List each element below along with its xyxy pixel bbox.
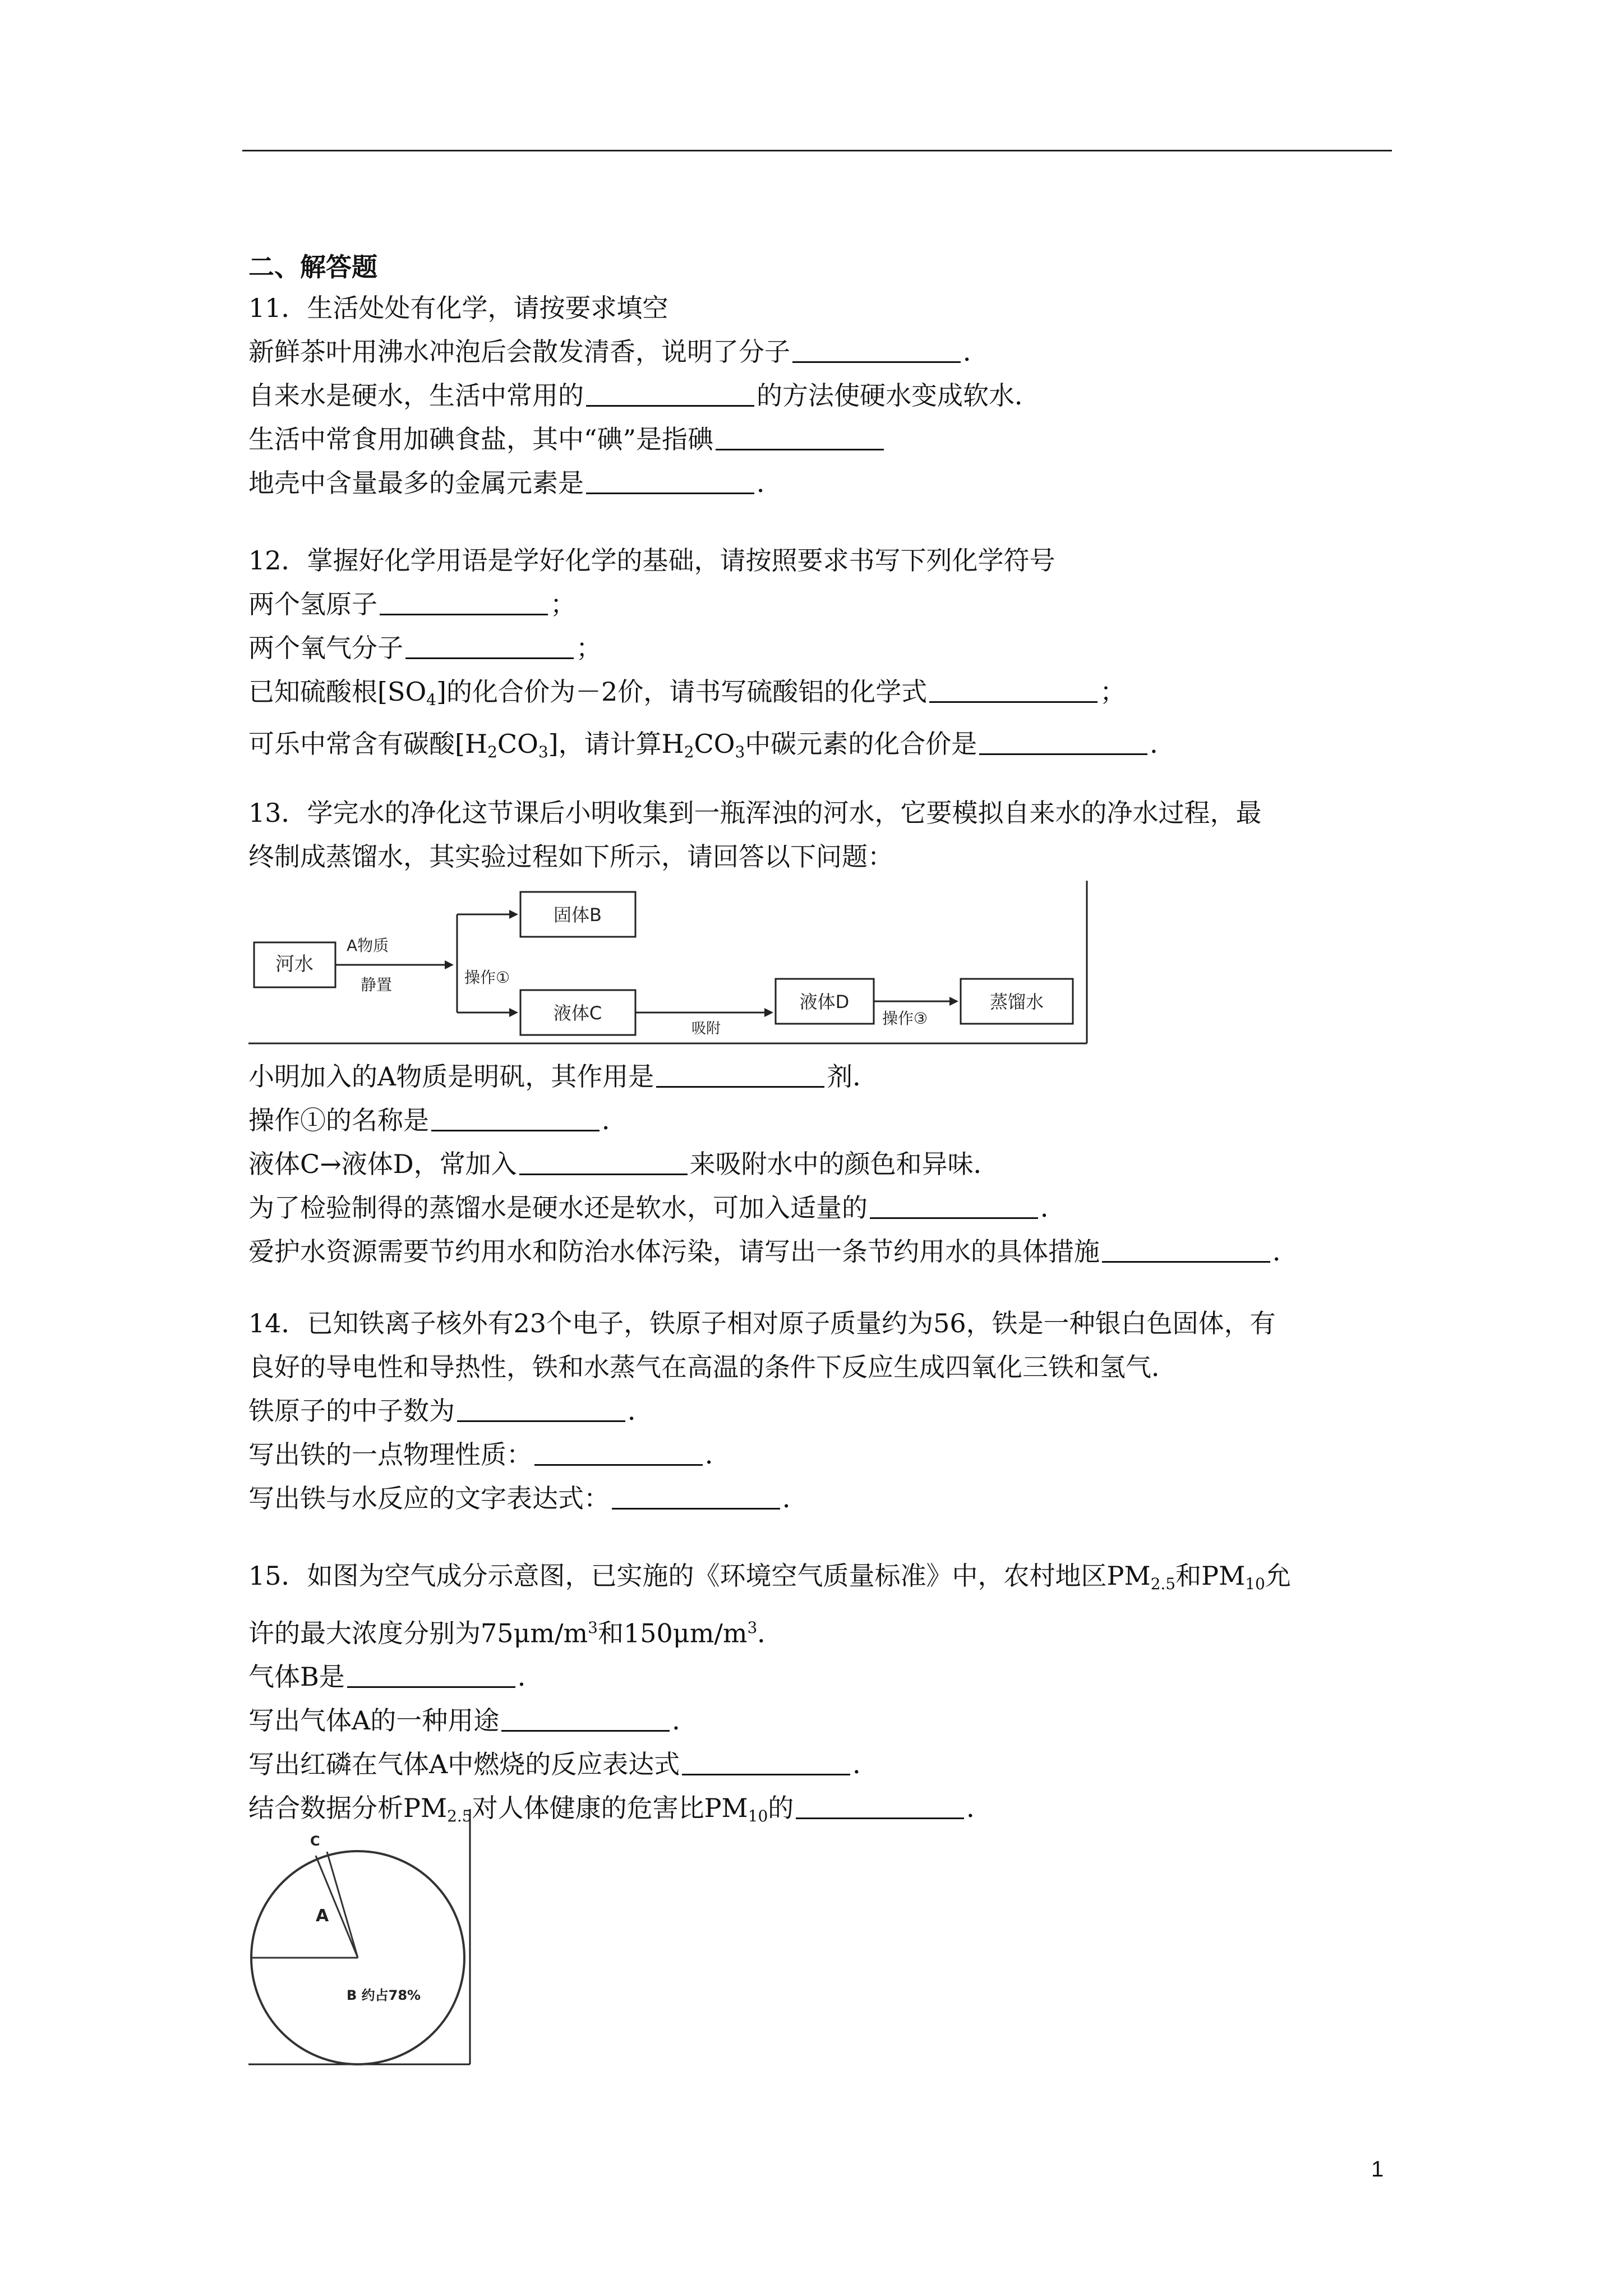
q12-line-2-end: ； (576, 633, 602, 663)
q14-title-2: 良好的导电性和导热性，铁和水蒸气在高温的条件下反应生成四氧化三铁和氢气． (248, 1352, 1177, 1382)
answer-blank[interactable] (979, 729, 1147, 755)
answer-blank[interactable] (586, 380, 754, 407)
q14-line-2-end: ． (705, 1439, 731, 1470)
q13-line-3 (248, 1142, 1387, 1186)
q13-line-4-end: ． (1040, 1193, 1066, 1223)
arrow-label-settle: 静置 (361, 976, 393, 994)
q12-line-1-text: 两个氢原子 (248, 589, 377, 619)
question-14 (248, 1301, 1387, 1520)
arrow-label-adsorb: 吸附 (691, 1020, 721, 1037)
subscript: 4 (426, 691, 436, 709)
q15-title-1-mid: 和PM (1175, 1561, 1246, 1591)
question-15 (248, 1554, 1387, 1838)
box-river-label: 河水 (275, 953, 313, 976)
q15-line-2 (248, 1699, 1387, 1742)
formula-part: ]，请计算H (548, 729, 684, 759)
q11-line-2-end: 的方法使硬水变成软水． (757, 380, 1040, 411)
page-number: 1 (1371, 2157, 1384, 2182)
arrow-label-op3: 操作③ (882, 1009, 928, 1028)
sector-label-c: C (310, 1833, 320, 1849)
q13-line-2-end: ． (602, 1105, 628, 1135)
question-12 (248, 539, 1387, 774)
q12-line-1 (248, 582, 1387, 626)
q15-line-4-end: ． (966, 1793, 993, 1824)
subscript: 2 (684, 743, 694, 761)
q12-line-4 (248, 722, 1387, 774)
subscript: 10 (1245, 1575, 1265, 1593)
answer-blank[interactable] (501, 1705, 670, 1732)
sector-label-a: A (316, 1906, 329, 1926)
q15-line-1-end: ． (517, 1662, 543, 1692)
formula-part: CO (694, 729, 735, 759)
sector-label-b: B 约占78% (347, 1987, 421, 2003)
q12-line-4-text: 可乐中常含有碳酸[H (248, 729, 488, 759)
box-liquid-d-label: 液体D (799, 991, 850, 1013)
q14-line-3-text: 写出铁与水反应的文字表达式： (248, 1483, 610, 1513)
q12-title: 12．掌握好化学用语是学好化学的基础，请按照要求书写下列化学符号 (248, 545, 1055, 576)
q14-line-2-text: 写出铁的一点物理性质： (248, 1439, 532, 1470)
answer-blank[interactable] (792, 337, 961, 363)
q15-title-2-end: ． (757, 1618, 783, 1649)
superscript: 3 (588, 1618, 598, 1637)
q15-line-2-end: ． (672, 1705, 698, 1736)
answer-blank[interactable] (656, 1061, 824, 1088)
q15-line-1-text: 气体B是 (248, 1662, 345, 1692)
q15-title-1-end: 允 (1265, 1561, 1291, 1591)
formula-part: CO (497, 729, 538, 759)
q13-line-2-text: 操作①的名称是 (248, 1105, 429, 1135)
water-purification-flow-diagram (248, 881, 1101, 1049)
q15-line-1 (248, 1655, 1387, 1699)
header-rule (242, 150, 1392, 151)
q13-line-3-text: 液体C→液体D，常加入 (248, 1149, 517, 1179)
q12-line-3-mid: ]的化合价为－2价，请书写硫酸铝的化学式 (436, 677, 928, 707)
box-distilled-water-label: 蒸馏水 (989, 991, 1044, 1013)
answer-blank[interactable] (929, 677, 1098, 703)
question-11 (248, 286, 1387, 505)
answer-blank[interactable] (380, 589, 548, 615)
q13-title-1: 13．学完水的净化这节课后小明收集到一瓶浑浊的河水，它要模拟自来水的净水过程，最 (248, 798, 1262, 828)
q11-title: 11．生活处处有化学，请按要求填空 (248, 293, 668, 323)
answer-blank[interactable] (870, 1193, 1038, 1219)
q15-line-2-text: 写出气体A的一种用途 (248, 1705, 500, 1736)
answer-blank[interactable] (682, 1749, 850, 1775)
question-13 (248, 791, 1387, 878)
arrow-label-op1: 操作① (464, 968, 510, 987)
q14-line-3 (248, 1476, 1387, 1520)
q14-title-1: 14．已知铁离子核外有23个电子，铁原子相对原子质量约为56，铁是一种银白色固体，有 (248, 1308, 1276, 1338)
q15-title-2-mid: 和150μm/m (598, 1618, 748, 1649)
q14-line-3-end: ． (782, 1483, 808, 1513)
subscript: 2.5 (447, 1807, 472, 1826)
q13-line-1-text: 小明加入的A物质是明矾，其作用是 (248, 1061, 654, 1092)
q13-line-5 (248, 1230, 1387, 1273)
q14-line-2 (248, 1433, 1387, 1476)
q11-line-1-text: 新鲜茶叶用沸水冲泡后会散发清香，说明了分子 (248, 337, 790, 367)
q11-line-1 (248, 330, 1387, 374)
q11-line-3-text: 生活中常食用加碘食盐，其中“碘”是指碘 (248, 424, 714, 454)
question-13-parts (248, 1055, 1387, 1273)
section-heading: 二、解答题 (248, 252, 377, 282)
q15-line-4-mid: 对人体健康的危害比PM (472, 1793, 748, 1824)
answer-blank[interactable] (457, 1396, 625, 1422)
q11-line-3 (248, 417, 1387, 461)
answer-blank[interactable] (347, 1662, 515, 1688)
q13-line-1 (248, 1055, 1387, 1098)
superscript: 3 (747, 1618, 758, 1637)
q13-line-3-end: 来吸附水中的颜色和异味． (689, 1149, 999, 1179)
q14-line-1-text: 铁原子的中子数为 (248, 1396, 455, 1426)
q15-line-3 (248, 1742, 1387, 1786)
q13-line-5-text: 爱护水资源需要节约用水和防治水体污染，请写出一条节约用水的具体措施 (248, 1236, 1100, 1267)
q12-line-3 (248, 670, 1387, 722)
q12-line-4-mid: 中碳元素的化合价是 (745, 729, 978, 759)
q15-title-1-text: 15．如图为空气成分示意图，已实施的《环境空气质量标准》中，农村地区PM (248, 1561, 1151, 1591)
q15-line-3-end: ． (852, 1749, 879, 1780)
q11-line-2-text: 自来水是硬水，生活中常用的 (248, 380, 584, 411)
q11-line-4-text: 地壳中含量最多的金属元素是 (248, 468, 584, 498)
q15-title-2-text: 许的最大浓度分别为75μm/m (248, 1618, 588, 1649)
q15-line-4-mid2: 的 (768, 1793, 794, 1824)
subscript: 3 (735, 743, 745, 761)
q13-title-2: 终制成蒸馏水，其实验过程如下所示，请回答以下问题： (248, 841, 893, 872)
q11-line-2 (248, 374, 1387, 417)
q13-line-1-end: 剂． (827, 1061, 879, 1092)
answer-blank[interactable] (612, 1483, 780, 1510)
answer-blank[interactable] (716, 424, 884, 450)
q14-line-1-end: ． (628, 1396, 653, 1426)
q11-line-4-end: ． (757, 468, 782, 498)
answer-blank[interactable] (796, 1793, 964, 1819)
q12-line-1-end: ； (550, 589, 576, 619)
answer-blank[interactable] (431, 1105, 600, 1131)
q13-line-2 (248, 1098, 1387, 1142)
air-composition-figure (248, 1809, 484, 2067)
q13-line-4-text: 为了检验制得的蒸馏水是硬水还是软水，可加入适量的 (248, 1193, 868, 1223)
answer-blank[interactable] (586, 468, 754, 494)
answer-blank[interactable] (405, 633, 574, 659)
q12-line-4-end: ． (1150, 729, 1176, 759)
q12-line-3-end: ； (1100, 677, 1126, 707)
subscript: 2 (487, 743, 497, 761)
q12-line-2-text: 两个氧气分子 (248, 633, 403, 663)
q15-title-1 (248, 1554, 1387, 1606)
subscript: 2.5 (1150, 1575, 1176, 1593)
answer-blank[interactable] (519, 1149, 688, 1175)
q13-line-5-end: ． (1272, 1236, 1298, 1267)
answer-blank[interactable] (534, 1439, 703, 1466)
arrow-label-a-substance: A物质 (347, 936, 389, 955)
q15-line-4-text: 结合数据分析PM (248, 1793, 448, 1824)
subscript: 10 (748, 1807, 768, 1826)
subscript: 3 (538, 743, 548, 761)
q15-title-2 (248, 1606, 1387, 1655)
q12-line-3-text: 已知硫酸根[SO (248, 677, 427, 707)
box-solid-b-label: 固体B (554, 904, 602, 926)
q13-line-4 (248, 1186, 1387, 1230)
q15-line-3-text: 写出红磷在气体A中燃烧的反应表达式 (248, 1749, 680, 1780)
q12-line-2 (248, 626, 1387, 670)
answer-blank[interactable] (1102, 1236, 1270, 1263)
q14-line-1 (248, 1389, 1387, 1433)
box-liquid-c-label: 液体C (553, 1002, 602, 1024)
q11-line-4 (248, 461, 1387, 505)
q11-line-1-end: ． (963, 337, 989, 367)
